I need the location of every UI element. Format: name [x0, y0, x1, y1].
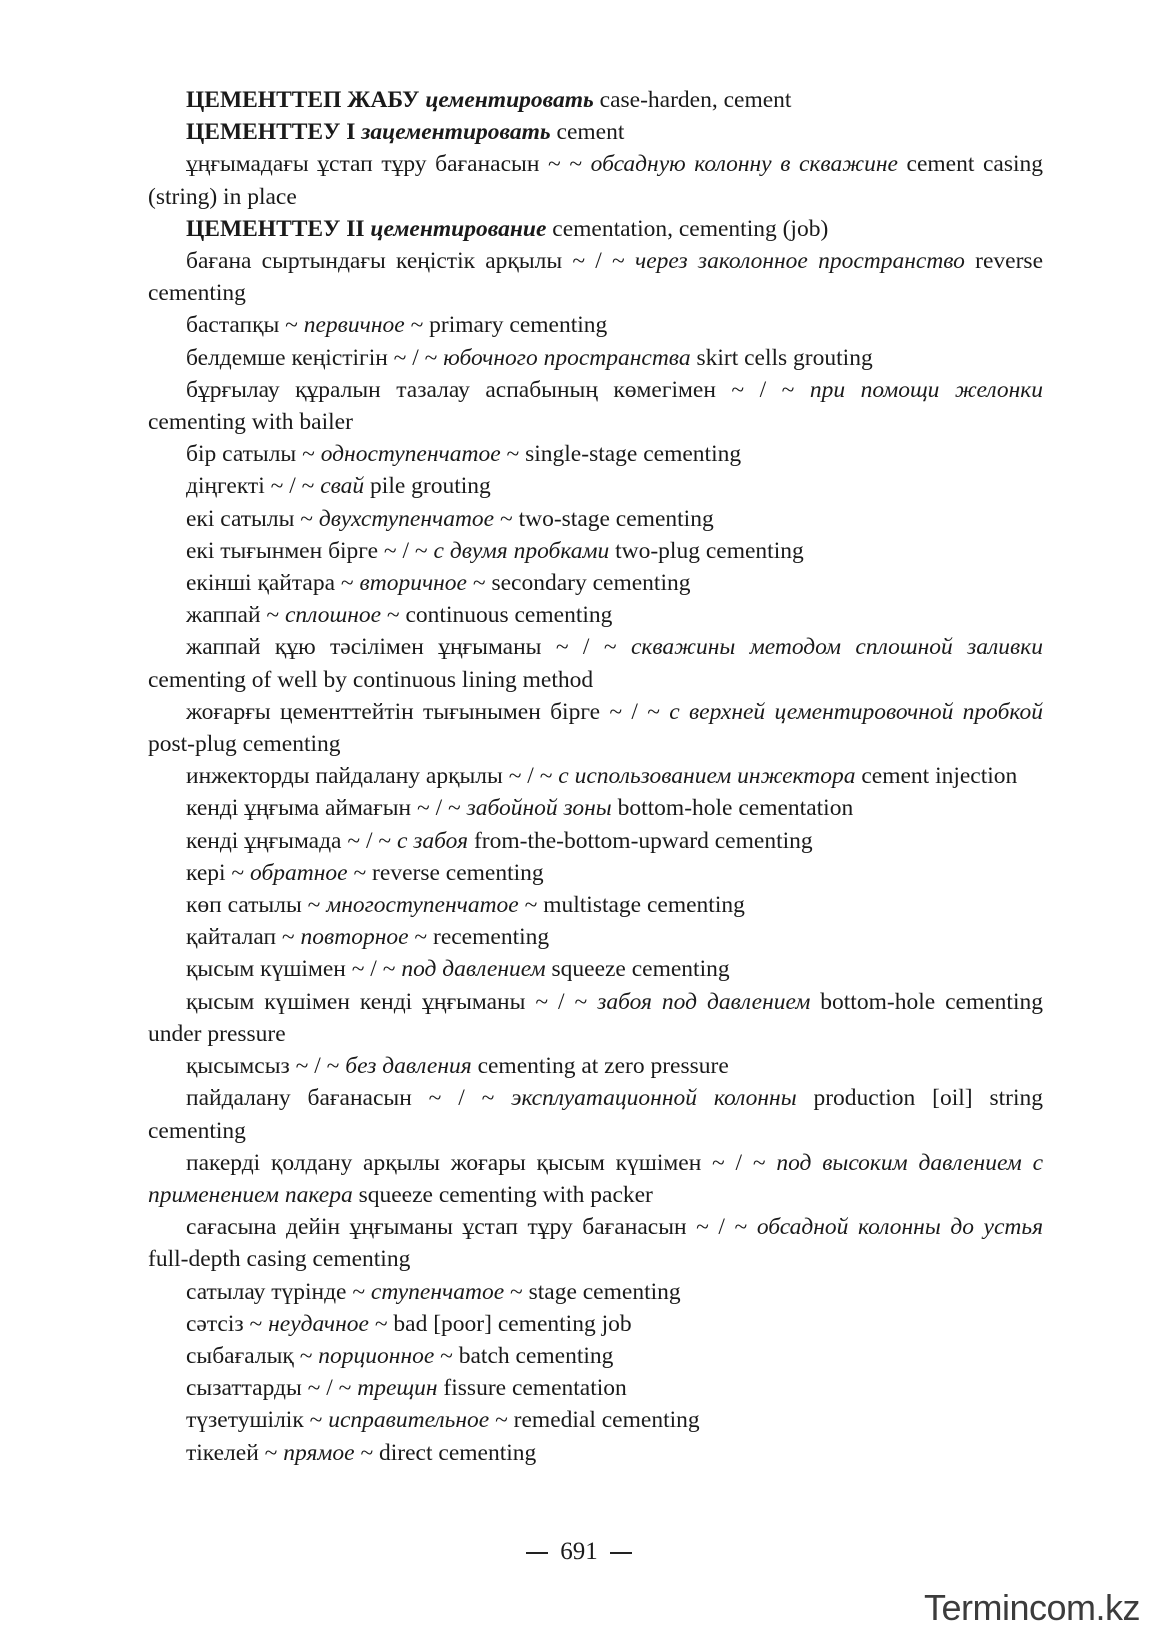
- dictionary-entry: [148, 438, 1043, 470]
- entry-text: қысым күшімен ~ / ~: [186, 956, 402, 983]
- entry-russian-term: эксплуатационной колонны: [511, 1085, 797, 1112]
- dictionary-entry: [148, 921, 1043, 953]
- entry-text: ~ batch cementing: [434, 1342, 614, 1369]
- entry-text: жаппай ~: [186, 602, 285, 629]
- entry-text: сәтсіз ~: [186, 1310, 269, 1337]
- entry-russian-term: юбочного пространства: [443, 344, 691, 371]
- entry-text: кері ~: [186, 859, 251, 886]
- entry-text: инжекторды пайдалану арқылы ~ / ~: [186, 763, 559, 790]
- entry-russian-term: неудачное: [268, 1310, 369, 1337]
- entry-text: bottom-hole cementation: [611, 795, 854, 822]
- dictionary-entry: [148, 342, 1043, 374]
- dictionary-entry: [148, 696, 1043, 760]
- entry-text: ~ two-stage cementing: [494, 505, 714, 532]
- dictionary-entry: [148, 857, 1043, 889]
- dictionary-entry: [148, 309, 1043, 341]
- entry-text: жаппай құю тәсілімен ұңғыманы ~ / ~: [186, 634, 631, 661]
- dictionary-entry: [148, 953, 1043, 985]
- entry-russian-term: порционное: [318, 1342, 435, 1369]
- entry-text: pile grouting: [364, 473, 491, 500]
- entry-text: reverse cementing: [148, 248, 1043, 307]
- entry-russian-term: ступенчатое: [370, 1278, 505, 1305]
- entry-russian-term: свай: [320, 473, 365, 500]
- entry-text: сыбағалық ~: [186, 1342, 319, 1369]
- dictionary-entry: [148, 1276, 1043, 1308]
- entry-text: кенді ұңғыма аймағын ~ / ~: [186, 795, 467, 822]
- dictionary-entry: [148, 1147, 1043, 1211]
- entry-russian-term: цементировать: [425, 87, 594, 113]
- dictionary-entry: [148, 567, 1043, 599]
- entry-text: cementation, cementing (job): [546, 215, 829, 242]
- entry-text: squeeze cementing: [545, 956, 730, 983]
- entry-russian-term: обсадную колонну в скважине: [590, 151, 898, 178]
- entry-headword: ЦЕМЕНТТЕУ II: [186, 215, 365, 242]
- dictionary-entry: [148, 760, 1043, 792]
- entry-russian-term: через заколонное пространство: [635, 248, 965, 275]
- entry-text: екінші қайтара ~: [186, 570, 360, 597]
- entry-text: екі сатылы ~: [186, 505, 319, 532]
- entry-text: қайталап ~: [186, 924, 301, 951]
- dictionary-entry: [148, 986, 1043, 1050]
- entry-text: жоғарғы цементтейтін тығынымен бірге ~ / ~: [186, 698, 670, 725]
- entry-russian-term: с забоя: [396, 827, 469, 854]
- entry-text: ~ recementing: [408, 924, 550, 951]
- entry-text: bottom-hole cementing under pressure: [148, 988, 1043, 1047]
- dictionary-entry: [148, 374, 1043, 438]
- dictionary-entry: [148, 792, 1043, 824]
- entry-russian-term: цементирование: [370, 215, 547, 242]
- entry-russian-term: скважины методом сплошной заливки: [630, 634, 1043, 661]
- entry-text: кенді ұңғымада ~ / ~: [186, 827, 397, 854]
- entry-text: бастапқы ~: [186, 312, 304, 339]
- entry-headword: ЦЕМЕНТТЕП ЖАБУ: [186, 87, 420, 113]
- entry-text: ~ direct cementing: [354, 1439, 537, 1466]
- entry-russian-term: первичное: [303, 312, 405, 339]
- dictionary-entry: [148, 825, 1043, 857]
- entry-russian-term: повторное: [300, 924, 409, 951]
- entry-text: бағана сыртындағы кеңістік арқылы ~ / ~: [186, 248, 635, 275]
- entry-text: cement injection: [855, 763, 1018, 790]
- entry-text: post-plug cementing: [148, 731, 341, 758]
- entry-text: тікелей ~: [186, 1439, 284, 1466]
- entry-text: full-depth casing cementing: [148, 1246, 411, 1273]
- dictionary-entry: [148, 148, 1043, 212]
- entry-russian-term: при помощи желонки: [809, 376, 1043, 403]
- dictionary-entry: [148, 1082, 1043, 1146]
- entry-russian-term: вторичное: [359, 570, 467, 597]
- entry-russian-term: обратное: [250, 859, 348, 886]
- dictionary-entry: [148, 631, 1043, 695]
- entry-russian-term: без давления: [345, 1053, 472, 1080]
- entry-text: ұңғымадағы ұстап тұру бағанасын ~ ~: [186, 151, 591, 178]
- entry-text: cement casing (string) in place: [148, 151, 1044, 210]
- entry-text: two-plug cementing: [609, 537, 804, 564]
- entry-text: from-the-bottom-upward cementing: [468, 827, 813, 854]
- entry-russian-term: сплошное: [284, 602, 382, 629]
- entry-russian-term: прямое: [283, 1439, 355, 1466]
- entry-russian-term: забоя под давлением: [597, 988, 811, 1015]
- entry-text: бір сатылы ~: [186, 441, 321, 468]
- entry-text: түзетушілік ~: [186, 1407, 329, 1434]
- dictionary-entry: [148, 1050, 1043, 1082]
- entry-text: көп сатылы ~: [186, 892, 327, 919]
- entry-russian-term: многоступенчатое: [326, 892, 519, 919]
- dictionary-entry: [148, 503, 1043, 535]
- watermark-logo: Termincom.kz: [923, 1587, 1140, 1628]
- dictionary-entry: [148, 1308, 1043, 1340]
- entry-russian-term: зацементировать: [361, 119, 551, 146]
- entry-text: сатылау түрінде ~: [186, 1278, 371, 1305]
- entry-russian-term: с верхней цементировочной пробкой: [669, 698, 1044, 725]
- page-number-dash-left: [526, 1552, 548, 1554]
- dictionary-entry: [148, 535, 1043, 567]
- entry-russian-term: забойной зоны: [466, 795, 612, 822]
- entry-text: белдемше кеңістігін ~ / ~: [186, 344, 444, 371]
- entry-text: production [oil] string cementing: [148, 1085, 1043, 1144]
- entry-text: ~ primary cementing: [404, 312, 608, 339]
- entry-text: ~ stage cementing: [504, 1278, 681, 1305]
- dictionary-entries: [148, 84, 1043, 1469]
- entry-text: бұрғылау құралын тазалау аспабының көмегімен ~ / ~: [186, 376, 810, 403]
- entry-text: cementing at zero pressure: [471, 1053, 729, 1080]
- entry-russian-term: одноступенчатое: [320, 441, 501, 468]
- entry-text: ~ multistage cementing: [518, 892, 745, 919]
- dictionary-entry: [148, 245, 1043, 309]
- entry-text: екі тығынмен бірге ~ / ~: [186, 537, 434, 564]
- entry-text: cementing of well by continuous lining method: [148, 666, 594, 693]
- dictionary-entry: [148, 1340, 1043, 1372]
- entry-russian-term: обсадной колонны до устья: [756, 1214, 1043, 1241]
- entry-text: сағасына дейін ұңғыманы ұстап тұру бағанасын ~ / ~: [186, 1214, 757, 1241]
- dictionary-entry: [148, 1211, 1043, 1275]
- page-number-dash-right: [610, 1552, 632, 1554]
- entry-headword: ЦЕМЕНТТЕУ I: [186, 119, 356, 146]
- entry-text: ~ single-stage cementing: [500, 441, 742, 468]
- entry-russian-term: двухступенчатое: [318, 505, 495, 532]
- dictionary-entry: [148, 470, 1043, 502]
- entry-text: пайдалану бағанасын ~ / ~: [186, 1085, 512, 1112]
- entry-text: ~ remedial cementing: [489, 1407, 700, 1434]
- entry-text: cement: [550, 119, 625, 146]
- entry-text: қысым күшімен кенді ұңғыманы ~ / ~: [186, 988, 598, 1015]
- dictionary-entry: [148, 116, 1043, 148]
- entry-text: skirt cells grouting: [690, 344, 873, 371]
- entry-text: squeeze cementing with packer: [352, 1181, 653, 1208]
- entry-text: cementing with bailer: [148, 409, 353, 436]
- entry-text: пакерді қолдану арқылы жоғары қысым күшімен ~ / ~: [186, 1149, 777, 1176]
- entry-russian-term: трещин: [357, 1375, 438, 1402]
- dictionary-entry: [148, 889, 1043, 921]
- entry-russian-term: под высоким давлением с применением пакера: [148, 1149, 1044, 1208]
- entry-text: ~ continuous cementing: [381, 602, 613, 629]
- entry-text: fissure cementation: [437, 1375, 627, 1402]
- dictionary-entry: [148, 1372, 1043, 1404]
- entry-russian-term: под давлением: [401, 956, 546, 983]
- dictionary-entry: [148, 84, 1043, 116]
- entry-text: case-harden, cement: [593, 87, 792, 113]
- dictionary-entry: [148, 1437, 1043, 1469]
- entry-russian-term: с использованием инжектора: [558, 763, 856, 790]
- entry-text: ~ secondary cementing: [467, 570, 691, 597]
- dictionary-entry: [148, 599, 1043, 631]
- page-number: [0, 1538, 1158, 1566]
- dictionary-entry: [148, 1404, 1043, 1436]
- page-number-value: 691: [560, 1538, 598, 1565]
- entry-text: ~ reverse cementing: [347, 859, 544, 886]
- dictionary-entry: [148, 213, 1043, 245]
- entry-russian-term: исправительное: [328, 1407, 490, 1434]
- entry-russian-term: с двумя пробками: [433, 537, 610, 564]
- entry-text: діңгекті ~ / ~: [186, 473, 321, 500]
- entry-text: сызаттарды ~ / ~: [186, 1375, 358, 1402]
- entry-text: қысымсыз ~ / ~: [186, 1053, 346, 1080]
- entry-text: ~ bad [poor] cementing job: [368, 1310, 632, 1337]
